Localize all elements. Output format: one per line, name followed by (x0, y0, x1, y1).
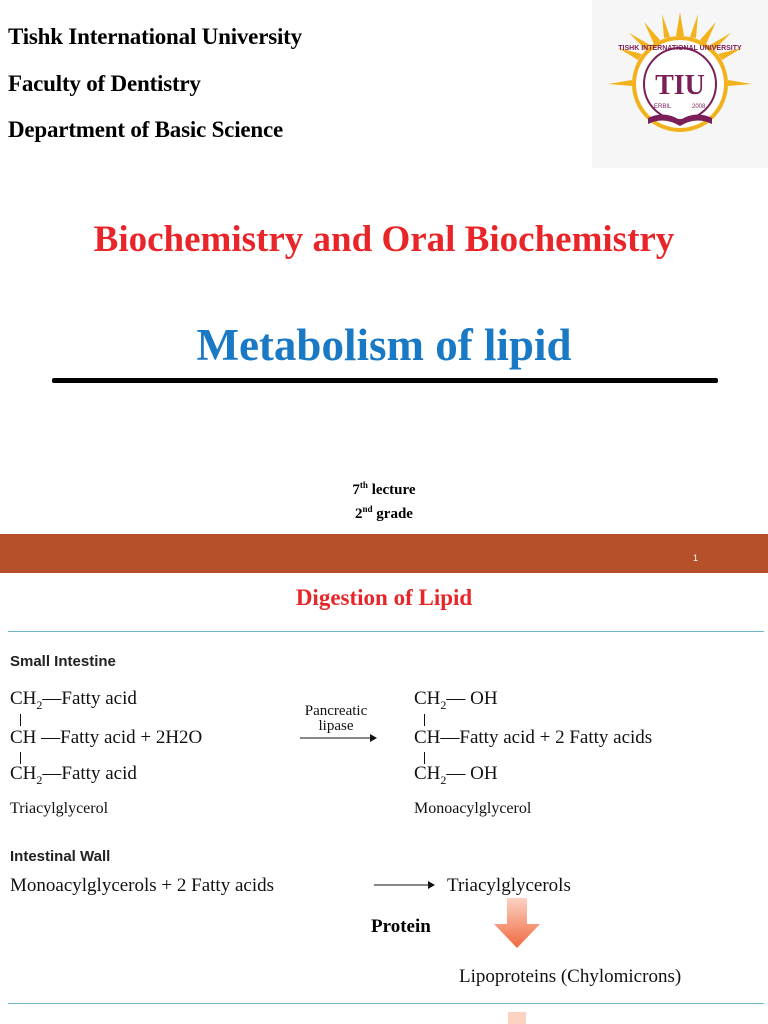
topic-title: Metabolism of lipid (196, 320, 572, 370)
down-arrow-icon (492, 898, 542, 950)
enzyme-label: Pancreatic lipase (304, 703, 368, 734)
title-underline (52, 378, 718, 383)
digestion-title: Digestion of Lipid (295, 585, 473, 610)
university-name: Tishk International University (8, 24, 302, 49)
intestinal-wall-heading: Intestinal Wall (10, 848, 111, 865)
reaction-arrow-icon (298, 733, 378, 743)
department-name: Department of Basic Science (8, 117, 284, 142)
mag-row-3: $CH_2—$ OH (414, 763, 498, 787)
lipoproteins-result: Lipoproteins (Chylomicrons) (459, 966, 682, 987)
divider-bottom (8, 1003, 764, 1004)
resynthesis-reactants: Monoacylglycerols + 2 Fatty acids (10, 875, 274, 896)
protein-label: Protein (371, 916, 431, 937)
lecture-number: 7th lecture (352, 480, 416, 498)
next-arrow-icon (502, 1012, 532, 1024)
slide-divider-band (0, 534, 768, 573)
logo-city: ERBIL (654, 104, 672, 110)
mag-row-1: $CH_2—$ OH (414, 688, 498, 712)
monoacylglycerol-label: Monoacylglycerol (414, 800, 532, 817)
resynthesis-product: Triacylglycerols (447, 875, 571, 896)
tag-row-1: $CH_2—Fatty$ acid (10, 688, 137, 712)
logo-initials: TIU (655, 70, 705, 101)
page-number: 1 (692, 553, 698, 563)
faculty-name: Faculty of Dentistry (8, 71, 201, 96)
university-logo (592, 0, 768, 168)
bond-line (20, 714, 21, 726)
tag-row-2: CH —Fatty acid + 2H2O (10, 727, 203, 748)
divider-top (8, 631, 764, 632)
logo-year: 2008 (692, 104, 706, 110)
course-title: Biochemistry and Oral Biochemistry (93, 219, 675, 260)
tag-row-3: $CH_2—Fatty$ acid (10, 763, 137, 787)
bond-line (424, 714, 425, 726)
mag-row-2: CH—Fatty acid + 2 Fatty acids (414, 727, 653, 748)
triacylglycerol-label: Triacylglycerol (10, 800, 109, 817)
small-intestine-heading: Small Intestine (10, 653, 116, 670)
grade-level: 2nd grade (355, 504, 413, 522)
resynthesis-arrow-icon (372, 880, 436, 890)
logo-panel (592, 0, 768, 168)
logo-arc-text: TISHK INTERNATIONAL UNIVERSITY (618, 45, 742, 52)
